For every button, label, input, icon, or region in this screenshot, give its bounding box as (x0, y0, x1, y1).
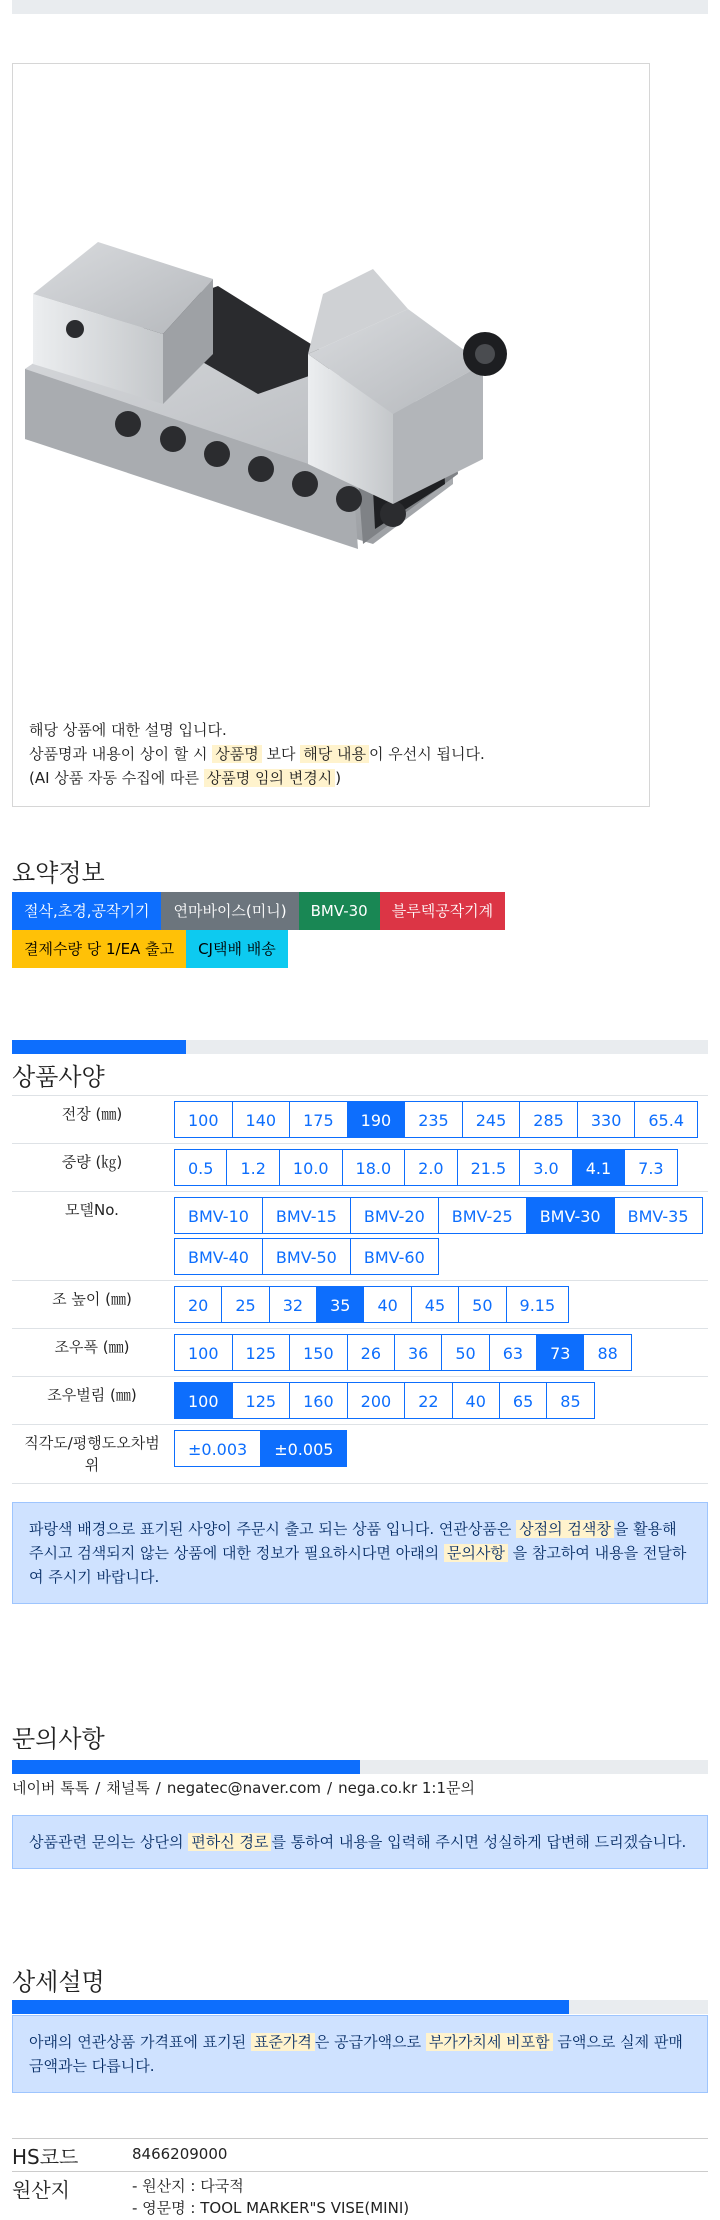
spec-option-button[interactable]: 18.0 (342, 1149, 406, 1186)
notice-text: 을 참고하여 내용을 전달하여 주시기 바랍니다. (29, 1544, 687, 1586)
highlight-vat: 부가가치세 비포함 (426, 2033, 553, 2051)
highlight-standard-price: 표준가격 (251, 2033, 315, 2051)
spec-option-button[interactable]: 40 (363, 1286, 411, 1323)
description-text: 보다 (261, 745, 301, 763)
summary-badge: BMV-30 (299, 892, 380, 930)
contact-link[interactable]: 네이버 톡톡 (12, 1779, 90, 1797)
notice-text: 를 통하여 내용을 입력해 주시면 성실하게 답변해 드리겠습니다. (271, 1833, 687, 1851)
description-text: (AI 상품 자동 수집에 따른 (29, 769, 204, 787)
spec-option-button[interactable]: 35 (316, 1286, 364, 1323)
spec-option-group (174, 1149, 706, 1186)
spec-option-button[interactable]: BMV-20 (350, 1197, 439, 1234)
summary-badges (12, 892, 712, 968)
inquiry-progress-bar (12, 1760, 708, 1774)
summary-badge: 결제수량 당 1/EA 출고 (12, 930, 186, 968)
highlight-product-name: 상품명 (212, 745, 261, 763)
contact-link[interactable]: negatec@naver.com (166, 1779, 322, 1797)
spec-option-button[interactable]: 1.2 (226, 1149, 279, 1186)
detail-progress-fill (12, 2000, 569, 2014)
spec-option-button[interactable]: BMV-30 (526, 1197, 615, 1234)
spec-option-button[interactable]: 20 (174, 1286, 222, 1323)
spec-title: 상품사양 (12, 1063, 105, 1091)
spec-options (172, 1329, 708, 1377)
spec-row (12, 1377, 708, 1425)
highlight-route: 편하신 경로 (188, 1833, 271, 1851)
contact-separator: / (327, 1779, 333, 1797)
spec-option-button[interactable]: 4.1 (572, 1149, 625, 1186)
spec-option-button[interactable]: 26 (347, 1334, 395, 1371)
spec-option-group (174, 1334, 706, 1371)
spec-option-button[interactable]: BMV-10 (174, 1197, 263, 1234)
spec-option-button[interactable]: 63 (489, 1334, 537, 1371)
notice-text: 아래의 연관상품 가격표에 표기된 (29, 2033, 251, 2051)
spec-option-group (174, 1286, 706, 1323)
origin-line-1: - 원산지 : 다국적 (132, 2177, 244, 2195)
spec-row (12, 1096, 708, 1144)
spec-option-button[interactable]: 140 (232, 1101, 291, 1138)
spec-row (12, 1281, 708, 1329)
description-line-3 (29, 766, 485, 790)
product-description (29, 718, 485, 790)
contact-separator: / (155, 1779, 161, 1797)
summary-badge: 블루텍공작기계 (380, 892, 505, 930)
spec-option-button[interactable]: 235 (404, 1101, 463, 1138)
inquiry-progress-fill (12, 1760, 360, 1774)
spec-option-button[interactable]: 36 (394, 1334, 442, 1371)
spec-label: 모델No. (12, 1192, 172, 1281)
spec-option-button[interactable]: BMV-60 (350, 1238, 439, 1275)
highlight-name-change: 상품명 임의 변경시 (204, 769, 335, 787)
spec-option-button[interactable]: BMV-50 (262, 1238, 351, 1275)
spec-label: 전장 (㎜) (12, 1096, 172, 1144)
spec-row (12, 1192, 708, 1281)
spec-option-button[interactable]: 150 (289, 1334, 348, 1371)
spec-option-button[interactable]: 40 (452, 1382, 500, 1419)
origin-row (12, 2171, 708, 2217)
product-image-box (12, 63, 650, 807)
inquiry-notice (12, 1815, 708, 1869)
spec-option-button[interactable]: 88 (583, 1334, 631, 1371)
origin-line-2: - 영문명 : TOOL MARKER"S VISE(MINI) (132, 2199, 410, 2217)
spec-option-button[interactable]: 45 (411, 1286, 459, 1323)
inquiry-title: 문의사항 (12, 1725, 105, 1753)
top-divider-bar (12, 0, 708, 14)
hs-code-value: 8466209000 (132, 2145, 228, 2163)
spec-label: 조 높이 (㎜) (12, 1281, 172, 1329)
spec-row (12, 1329, 708, 1377)
spec-progress-fill (12, 1040, 186, 1054)
hs-code-row (12, 2138, 708, 2169)
description-text: 이 우선시 됩니다. (368, 745, 485, 763)
spec-option-button[interactable]: 125 (232, 1382, 291, 1419)
spec-option-button[interactable]: 10.0 (279, 1149, 343, 1186)
spec-option-group (174, 1382, 706, 1419)
origin-values (132, 2175, 409, 2219)
contact-link[interactable]: 채널톡 (106, 1779, 150, 1797)
spec-option-button[interactable]: 32 (269, 1286, 317, 1323)
detail-progress-bar (12, 2000, 708, 2014)
description-text: 상품명과 내용이 상이 할 시 (29, 745, 213, 763)
spec-option-button[interactable]: 125 (232, 1334, 291, 1371)
spec-option-button[interactable]: BMV-15 (262, 1197, 351, 1234)
spec-option-button[interactable]: 190 (347, 1101, 406, 1138)
notice-text: 을 활용해 주시고 검색되지 않는 상품에 대한 정보가 필요하시다면 아래의 (29, 1520, 677, 1562)
spec-label: 조우폭 (㎜) (12, 1329, 172, 1377)
spec-option-button[interactable]: 100 (174, 1382, 233, 1419)
spec-option-button[interactable]: 21.5 (457, 1149, 521, 1186)
highlight-content: 해당 내용 (300, 745, 369, 763)
spec-option-button[interactable]: 330 (577, 1101, 636, 1138)
spec-option-button[interactable]: 65 (499, 1382, 547, 1419)
spec-option-button[interactable]: 25 (221, 1286, 269, 1323)
description-line-1: 해당 상품에 대한 설명 입니다. (29, 721, 227, 739)
spec-option-button[interactable]: 175 (289, 1101, 348, 1138)
spec-option-button[interactable]: 160 (289, 1382, 348, 1419)
vise-product-image (13, 64, 649, 806)
highlight-search: 상점의 검색창 (516, 1520, 614, 1538)
spec-progress-bar (12, 1040, 708, 1054)
summary-badge: 절삭,초경,공작기기 (12, 892, 161, 930)
spec-option-button[interactable]: 285 (519, 1101, 578, 1138)
spec-option-button[interactable]: 2.0 (404, 1149, 457, 1186)
spec-option-button[interactable]: BMV-35 (614, 1197, 703, 1234)
spec-options (172, 1096, 708, 1144)
summary-badge: 연마바이스(미니) (161, 892, 298, 930)
spec-option-button[interactable]: BMV-25 (438, 1197, 527, 1234)
contact-separator: / (95, 1779, 101, 1797)
spec-option-group (174, 1101, 706, 1138)
spec-options (172, 1281, 708, 1329)
spec-option-button[interactable]: 200 (347, 1382, 406, 1419)
spec-option-button[interactable]: 50 (441, 1334, 489, 1371)
spec-option-button[interactable]: 73 (536, 1334, 584, 1371)
description-text: ) (335, 769, 342, 787)
spec-option-button[interactable]: BMV-40 (174, 1238, 263, 1275)
highlight-inquiry: 문의사항 (444, 1544, 508, 1562)
spec-option-button[interactable]: 85 (546, 1382, 594, 1419)
spec-option-button[interactable]: 22 (404, 1382, 452, 1419)
spec-option-button[interactable]: 3.0 (519, 1149, 572, 1186)
notice-text: 상품관련 문의는 상단의 (29, 1833, 189, 1851)
notice-text: 금액으로 실제 판매금액과는 다릅니다. (29, 2033, 683, 2075)
summary-badge: CJ택배 배송 (186, 930, 288, 968)
spec-option-button[interactable]: 0.5 (174, 1149, 227, 1186)
notice-text: 파랑색 배경으로 표기된 사양이 주문시 출고 되는 상품 입니다. 연관상품은 (29, 1520, 517, 1538)
spec-option-button[interactable]: ±0.003 (174, 1430, 261, 1467)
spec-row (12, 1144, 708, 1192)
hs-code-label: HS코드 (12, 2145, 79, 2169)
spec-option-group (174, 1197, 706, 1275)
contact-link[interactable]: nega.co.kr 1:1문의 (338, 1779, 475, 1797)
summary-title: 요약정보 (12, 859, 105, 887)
spec-notice (12, 1502, 708, 1604)
spec-option-group (174, 1430, 706, 1467)
spec-table (12, 1095, 708, 1484)
spec-row (12, 1425, 708, 1484)
contact-links (12, 1777, 475, 1798)
spec-options (172, 1144, 708, 1192)
spec-option-button[interactable]: 7.3 (624, 1149, 677, 1186)
spec-label: 중량 (㎏) (12, 1144, 172, 1192)
spec-option-button[interactable]: 100 (174, 1101, 233, 1138)
spec-options (172, 1377, 708, 1425)
spec-option-button[interactable]: 65.4 (634, 1101, 698, 1138)
spec-label: 조우벌림 (㎜) (12, 1377, 172, 1425)
detail-notice (12, 2015, 708, 2093)
description-line-2 (29, 742, 485, 766)
spec-option-button[interactable]: 245 (462, 1101, 521, 1138)
spec-option-button[interactable]: 9.15 (506, 1286, 570, 1323)
detail-title: 상세설명 (12, 1968, 105, 1996)
origin-label: 원산지 (12, 2178, 70, 2202)
spec-options (172, 1192, 708, 1281)
notice-text: 은 공급가액으로 (314, 2033, 426, 2051)
spec-option-button[interactable]: ±0.005 (260, 1430, 347, 1467)
spec-option-button[interactable]: 100 (174, 1334, 233, 1371)
spec-label: 직각도/평행도오차범위 (12, 1425, 172, 1484)
spec-option-button[interactable]: 50 (458, 1286, 506, 1323)
spec-options (172, 1425, 708, 1484)
